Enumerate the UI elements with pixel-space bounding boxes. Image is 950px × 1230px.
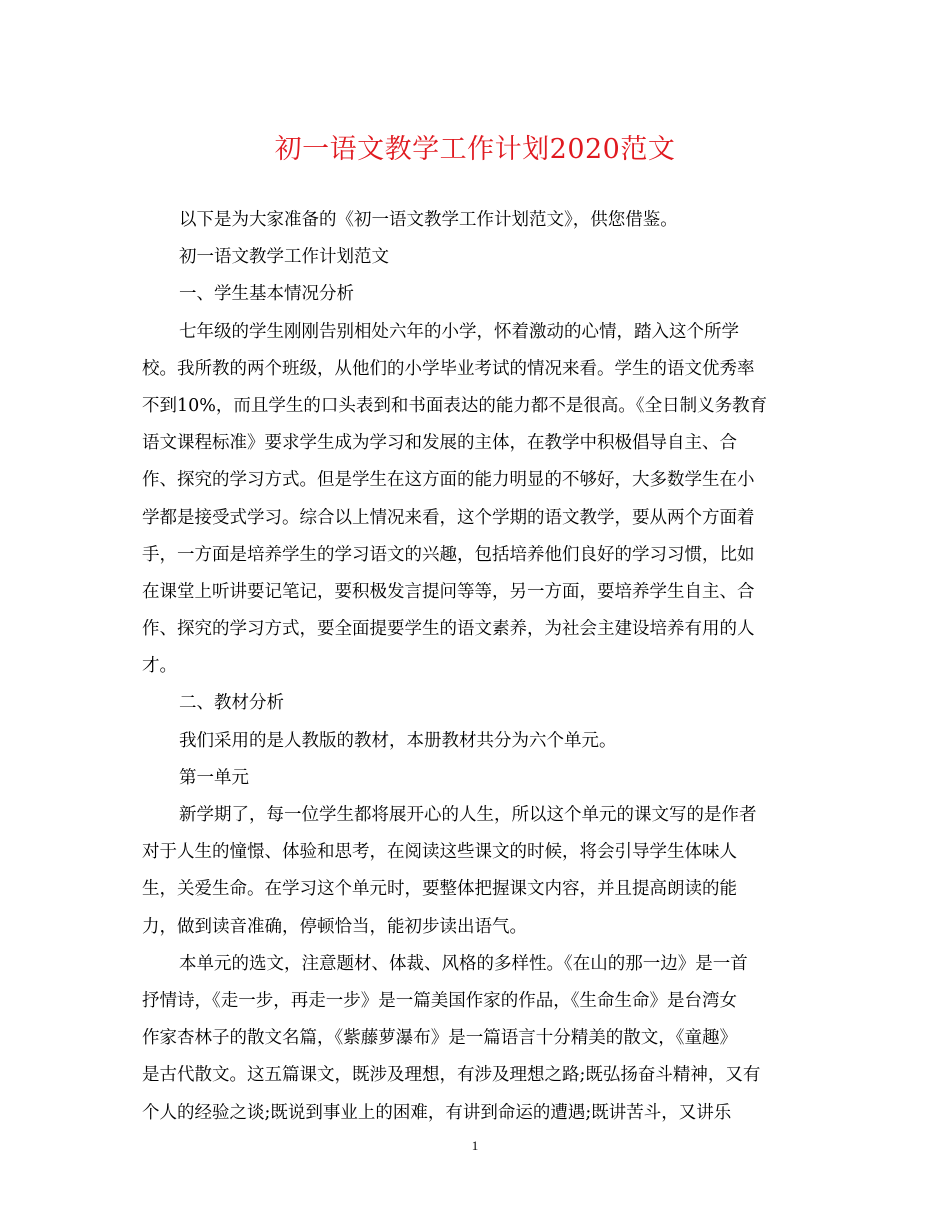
text-line: 我们采用的是人教版的教材，本册教材共分为六个单元。 [179, 730, 617, 751]
text-line: 第一单元 [179, 767, 249, 788]
text-line: 作、探究的学习方式，要全面提要学生的语文素养，为社会主建设培养有用的人 [142, 619, 755, 640]
text-line: 抒情诗，《走一步，再走一步》是一篇美国作家的作品，《生命生命》是台湾女 [142, 990, 737, 1011]
text-line: 作、探究的学习方式。但是学生在这方面的能力明显的不够好，大多数学生在小 [142, 470, 755, 491]
text-line: 语文课程标准》要求学生成为学习和发展的主体，在教学中积极倡导自主、合 [142, 433, 737, 454]
text-line: 生，关爱生命。在学习这个单元时，要整体把握课文内容，并且提高朗读的能 [142, 879, 737, 900]
text-line: 在课堂上听讲要记笔记，要积极发言提问等等，另一方面，要培养学生自主、合 [142, 581, 755, 602]
text-line: 力，做到读音准确，停顿恰当，能初步读出语气。 [142, 916, 527, 937]
text-line: 一、学生基本情况分析 [179, 284, 354, 305]
document-body [142, 202, 818, 1132]
text-line: 新学期了，每一位学生都将展开心的人生，所以这个单元的课文写的是作者 [179, 805, 757, 825]
text-line: 二、教材分析 [179, 693, 284, 714]
text-line: 学都是接受式学习。综合以上情况来看，这个学期的语文教学，要从两个方面着 [142, 507, 755, 528]
text-line: 以下是为大家准备的《初一语文教学工作计划范文》，供您借鉴。 [179, 210, 678, 230]
text-line: 初一语文教学工作计划范文 [179, 247, 389, 268]
text-line: 作家杏林子的散文名篇，《紫藤萝瀑布》是一篇语言十分精美的散文，《童趣》 [142, 1028, 737, 1049]
text-line: 手，一方面是培养学生的学习语文的兴趣，包括培养他们良好的学习习惯，比如 [142, 544, 755, 565]
text-line: 对于人生的憧憬、体验和思考，在阅读这些课文的时候，将会引导学生体味人 [142, 842, 737, 863]
text-line: 不到10%，而且学生的口头表到和书面表达的能力都不是很高。《全日制义务教育 [142, 395, 768, 416]
text-line: 才。 [142, 656, 177, 677]
text-line: 七年级的学生刚刚告别相处六年的小学，怀着激动的心情，踏入这个所学 [179, 321, 739, 342]
text-line: 是古代散文。这五篇课文，既涉及理想，有涉及理想之路;既弘扬奋斗精神，又有 [142, 1065, 761, 1086]
text-line: 个人的经验之谈;既说到事业上的困难，有讲到命运的遭遇;既讲苦斗，又讲乐 [142, 1102, 732, 1123]
text-line: 本单元的选文，注意题材、体裁、风格的多样性。《在山的那一边》是一首 [179, 953, 748, 974]
page-number: 1 [471, 1138, 479, 1153]
document-title: 初一语文教学工作计划2020范文 [274, 134, 676, 165]
text-line: 校。我所教的两个班级，从他们的小学毕业考试的情况来看。学生的语文优秀率 [142, 358, 755, 379]
